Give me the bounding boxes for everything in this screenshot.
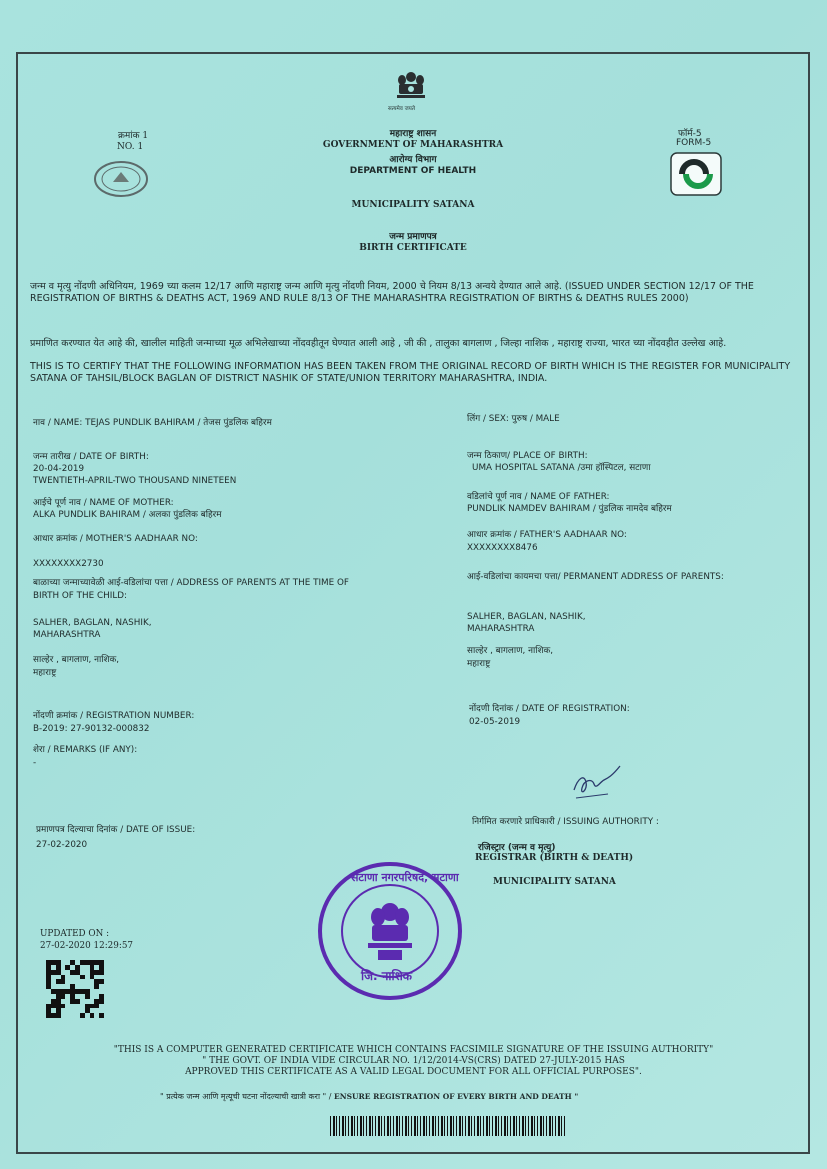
birth-address-en-2: MAHARASHTRA	[33, 630, 101, 640]
issuing-authority-label: निर्गमित करणारे प्राधिकारी / ISSUING AUTHORITY :	[472, 817, 659, 827]
permanent-address-mr-1: साल्हेर , बागलाण, नाशिक,	[467, 646, 554, 656]
dob-value: 20-04-2019	[33, 464, 85, 474]
national-emblem-icon	[393, 70, 429, 108]
permanent-address-en-2: MAHARASHTRA	[467, 624, 535, 634]
father-name-label: वडिलांचे पूर्ण नाव / NAME OF FATHER:	[467, 492, 610, 502]
footer-slogan-mr: " प्रत्येक जन्म आणि मृत्यूची घटना नोंदल्याची खात्री करा " /	[160, 1092, 332, 1101]
cert-title-en: BIRTH CERTIFICATE	[359, 243, 467, 253]
footer-slogan	[160, 1091, 578, 1102]
registration-number-label: नोंदणी क्रमांक / REGISTRATION NUMBER:	[33, 711, 195, 721]
dob-words: TWENTIETH-APRIL-TWO THOUSAND NINETEEN	[33, 476, 237, 486]
dob-label: जन्म तारीख / DATE OF BIRTH:	[33, 452, 149, 462]
permanent-address-label: आई-वडिलांचा कायमचा पत्ता/ PERMANENT ADDRESS OF PARENTS:	[467, 572, 724, 582]
govt-title-en: GOVERNMENT OF MAHARASHTRA	[322, 140, 504, 150]
health-logo-icon	[670, 152, 722, 196]
mother-name-value: ALKA PUNDLIK BAHIRAM / अलका पुंडलिक बहिरम	[33, 510, 222, 520]
qr-code-icon	[46, 960, 104, 1018]
mother-aadhaar-label: आधार क्रमांक / MOTHER'S AADHAAR NO:	[33, 534, 198, 544]
govt-title-mr: महाराष्ट्र शासन	[389, 129, 437, 139]
birth-address-en-1: SALHER, BAGLAN, NASHIK,	[33, 618, 152, 628]
updated-label: UPDATED ON :	[40, 929, 110, 939]
child-name: नाव / NAME: TEJAS PUNDLIK BAHIRAM / तेजस पुंडलिक बहिरम	[33, 418, 272, 428]
emblem-motto: सत्यमेव जयते	[388, 106, 416, 112]
serial-number-mr: क्रमांक 1	[118, 131, 149, 141]
registrar-title-en: REGISTRAR (BIRTH & DEATH)	[475, 853, 634, 863]
father-aadhaar-label: आधार क्रमांक / FATHER'S AADHAAR NO:	[467, 530, 627, 540]
certify-paragraph-en: THIS IS TO CERTIFY THAT THE FOLLOWING INFORMATION HAS BEEN TAKEN FROM THE ORIGINAL RECORD OF BIRTH WHICH IS THE REGISTER FOR MUNICIPALITY SATANA OF TAHSIL/BLOCK BAGLAN OF DISTRICT NASHIK OF STATE/UNION TERRITORY MAHARASHTRA, INDIA.	[30, 361, 791, 384]
footer-slogan-en: ENSURE REGISTRATION OF EVERY BIRTH AND DEATH "	[334, 1092, 579, 1101]
signature-icon	[568, 760, 630, 804]
form-number-mr: फॉर्म-5	[678, 129, 702, 139]
stamp-top-text: सटाणा नगरपरिषद, सटाणा	[351, 871, 459, 884]
serial-number-en: NO. 1	[117, 142, 144, 152]
cert-title-mr: जन्म प्रमाणपत्र	[389, 232, 437, 242]
municipality-title: MUNICIPALITY SATANA	[351, 200, 475, 210]
footer-notice	[60, 1045, 767, 1078]
mother-name-label: आईचे पूर्ण नाव / NAME OF MOTHER:	[33, 498, 174, 508]
mother-aadhaar-value: XXXXXXXX2730	[33, 559, 104, 569]
registration-number-value: B-2019: 27-90132-000832	[33, 724, 150, 734]
registration-date-value: 02-05-2019	[469, 717, 521, 727]
father-aadhaar-value: XXXXXXXX8476	[467, 543, 538, 553]
municipal-seal-icon	[93, 160, 149, 198]
registration-date-label: नोंदणी दिनांक / DATE OF REGISTRATION:	[469, 704, 630, 714]
remarks-label: शेरा / REMARKS (IF ANY):	[33, 745, 138, 755]
dept-title-mr: आरोग्य विभाग	[389, 155, 437, 165]
issue-date-value: 27-02-2020	[36, 840, 88, 850]
header-block	[300, 126, 526, 176]
qr-module	[99, 1013, 104, 1018]
footer-line-1: "THIS IS A COMPUTER GENERATED CERTIFICATE WHICH CONTAINS FACSIMILE SIGNATURE OF THE ISSUING AUTHORITY"	[113, 1045, 714, 1055]
issued-under-paragraph: जन्म व मृत्यु नोंदणी अधिनियम, 1969 च्या कलम 12/17 आणि महाराष्ट्र जन्म आणि मृत्यु नोंदणी नियम, 2000 चे नियम 8/13 अन्वये देण्यात आले आहे. (ISSUED UNDER SECTION 12/17 OF THE REGISTRATION OF BIRTHS & DEATHS ACT, 1969 AND RULE 8/13 OF THE MAHARASHTRA REGISTRATION OF BIRTHS & DEATHS RULES 2000)	[30, 281, 754, 304]
registrar-title-mr: रजिस्ट्रार (जन्म व मृत्यु)	[478, 843, 556, 853]
certify-paragraph-mr: प्रमाणित करण्यात येत आहे की, खालील माहिती जन्माच्या मूळ अभिलेखाच्या नोंदवहीतून घेण्यात आली आहे , जी की , तालुका बागलाण , जिल्हा नाशिक , महाराष्ट्र राज्या, भारत च्या नोंदवहीत उल्लेख आहे.	[30, 338, 727, 349]
footer-line-3: APPROVED THIS CERTIFICATE AS A VALID LEGAL DOCUMENT FOR ALL OFFICIAL PURPOSES".	[185, 1067, 642, 1077]
place-of-birth-label: जन्म ठिकाण/ PLACE OF BIRTH:	[467, 451, 588, 461]
birth-address-label-1: बाळाच्या जन्माच्यावेळी आई-वडिलांचा पत्ता / ADDRESS OF PARENTS AT THE TIME OF	[33, 578, 349, 588]
birth-address-mr-2: महाराष्ट्र	[33, 668, 57, 678]
stamp-bottom-text: जि. नाशिक	[361, 969, 413, 983]
permanent-address-en-1: SALHER, BAGLAN, NASHIK,	[467, 612, 586, 622]
authority-municipality: MUNICIPALITY SATANA	[493, 877, 616, 887]
issue-date-label: प्रमाणपत्र दिल्याचा दिनांक / DATE OF ISSUE:	[36, 825, 196, 835]
form-number-en: FORM-5	[676, 138, 712, 148]
barcode-icon	[330, 1116, 565, 1136]
dept-title-en: DEPARTMENT OF HEALTH	[349, 166, 477, 176]
sex: लिंग / SEX: पुरुष / MALE	[467, 414, 560, 424]
updated-value: 27-02-2020 12:29:57	[40, 941, 134, 951]
permanent-address-mr-2: महाराष्ट्र	[467, 659, 491, 669]
remarks-value: -	[33, 758, 37, 768]
birth-address-label-2: BIRTH OF THE CHILD:	[33, 591, 127, 601]
father-name-value: PUNDLIK NAMDEV BAHIRAM / पुंडलिक नामदेव बहिरम	[467, 504, 672, 514]
birth-address-mr-1: साल्हेर , बागलाण, नाशिक,	[33, 655, 120, 665]
footer-line-2: " THE GOVT. OF INDIA VIDE CIRCULAR NO. 1/12/2014-VS(CRS) DATED 27-JULY-2015 HAS	[202, 1056, 625, 1066]
place-of-birth-value: UMA HOSPITAL SATANA /उमा हॉस्पिटल, सटाणा	[472, 463, 651, 473]
